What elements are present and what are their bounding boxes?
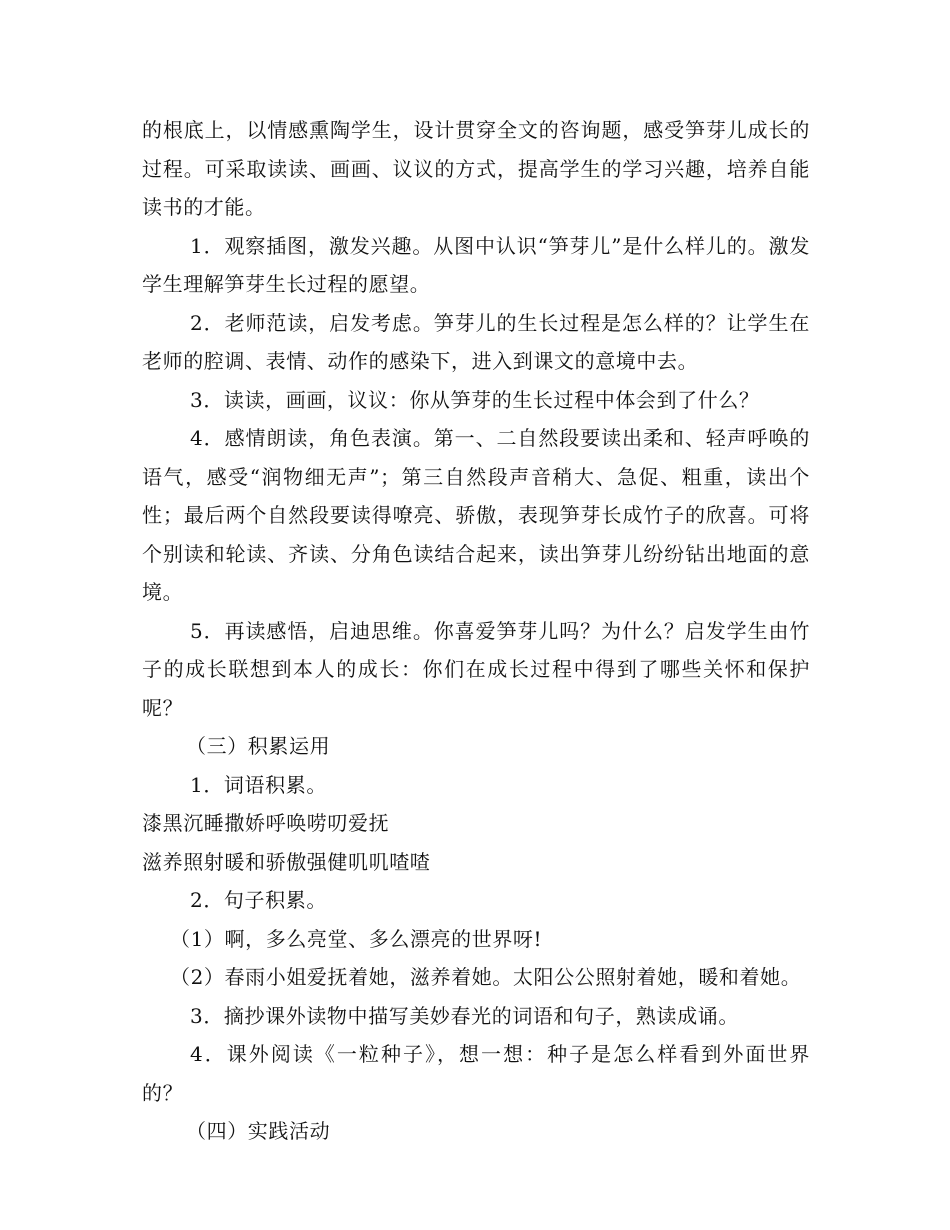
section-heading-3: （三）积累运用 [186,734,331,758]
document-body [142,111,810,1151]
paragraph-continuation: 的根底上，以情感熏陶学生，设计贯穿全文的咨询题，感受笋芽儿成长的过程。可采取读读、画画、议议的方式，提高学生的学习兴趣，培养自能读书的才能。 [142,118,810,219]
paragraph-step-3: 3．读读，画画，议议：你从笋芽的生长过程中体会到了什么？ [190,387,760,412]
paragraph-step-4: 4．感情朗读，角色表演。第一、二自然段要读出柔和、轻声呼唤的语气，感受“润物细无声”；第三自然段声音稍大、急促、粗重，读出个性；最后两个自然段要读得嘹亮、骄傲，表现笋芽长成竹子的欣喜。可将个别读和轮读、齐读、分角色读结合起来，读出笋芽儿纷纷钻出地面的意境。 [142,426,810,604]
paragraph-accum-2: 2．句子积累。 [190,888,327,912]
section-heading-4: （四）实践活动 [186,1119,331,1143]
paragraph-step-2: 2．老师范读，启发考虑。笋芽儿的生长过程是怎么样的？让学生在老师的腔调、表情、动作的感染下，进入到课文的意境中去。 [142,310,810,373]
paragraph-accum-3: 3．摘抄课外读物中描写美妙春光的词语和句子，熟读成诵。 [190,1003,739,1028]
sentence-2: （2）春雨小姐爱抚着她，滋养着她。太阳公公照射着她，暖和着她。 [170,965,802,989]
word-list-2: 滋养照射暖和骄傲强健叽叽喳喳 [142,849,431,874]
sentence-1: （1）啊，多么亮堂、多么漂亮的世界呀! [170,926,543,951]
paragraph-accum-1: 1．词语积累。 [190,772,327,797]
paragraph-accum-4: 4．课外阅读《一粒种子》，想一想：种子是怎么样看到外面世界的？ [142,1042,810,1105]
word-list-1: 漆黑沉睡撒娇呼唤唠叨爱抚 [142,811,390,835]
paragraph-step-5: 5．再读感悟，启迪思维。你喜爱笋芽儿吗？为什么？启发学生由竹子的成长联想到本人的成长：你们在成长过程中得到了哪些关怀和保护呢？ [142,618,810,720]
paragraph-step-1: 1．观察插图，激发兴趣。从图中认识“笋芽儿”是什么样儿的。激发学生理解笋芽生长过程的愿望。 [142,233,810,296]
